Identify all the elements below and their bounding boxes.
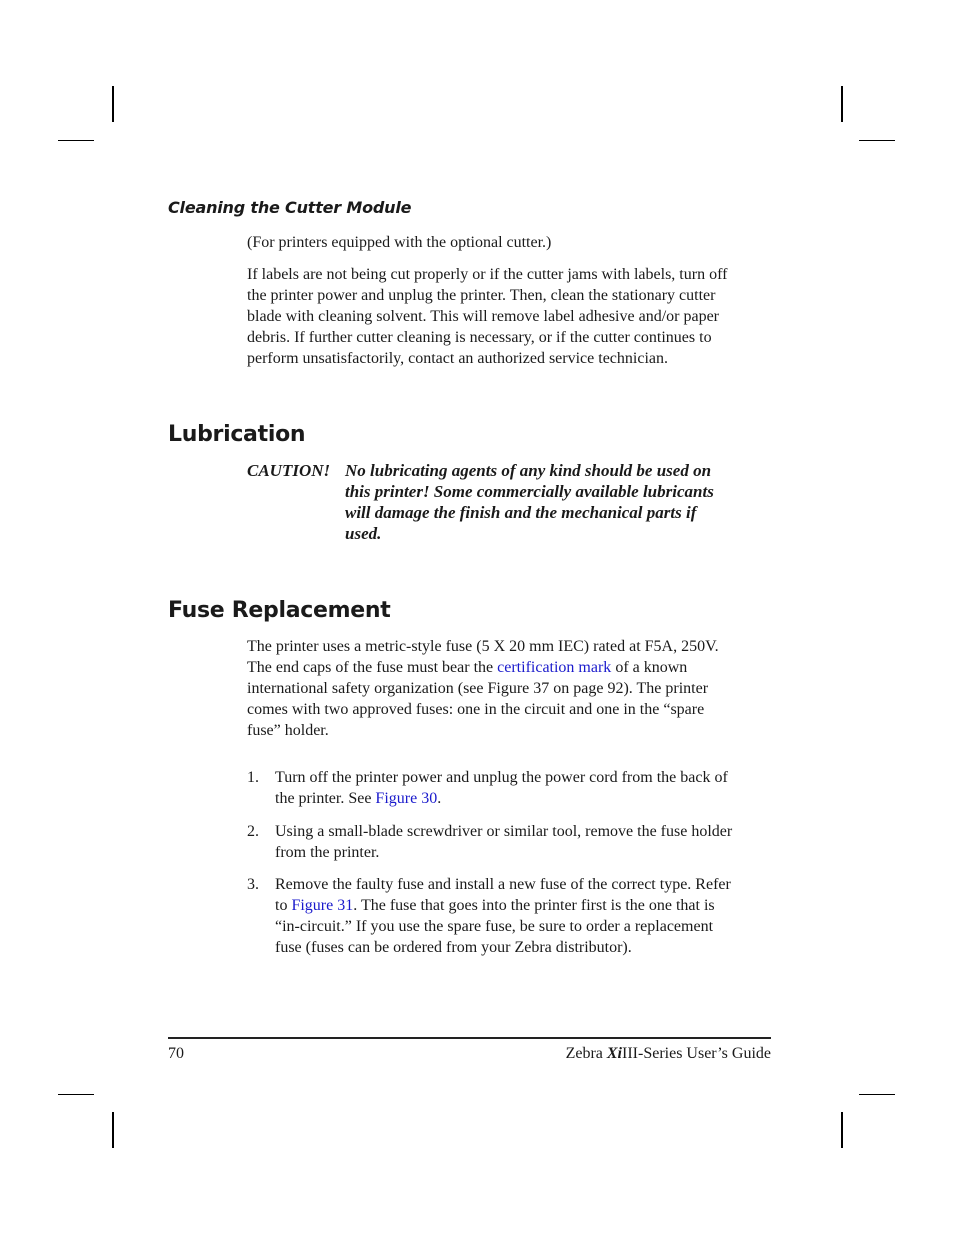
text-line: will damage the finish and the mechanical parts if bbox=[345, 503, 697, 522]
text-line bbox=[247, 657, 777, 678]
text-line bbox=[275, 895, 775, 916]
section-heading-fuse: Fuse Replacement bbox=[168, 598, 391, 623]
crop-mark bbox=[841, 1112, 843, 1148]
text-segment: to bbox=[275, 897, 292, 914]
crop-mark bbox=[841, 86, 843, 122]
step-number: 1. bbox=[247, 769, 259, 786]
certification-mark-link[interactable]: certification mark bbox=[497, 659, 612, 676]
text-segment: of a known bbox=[611, 659, 688, 676]
figure-31-link[interactable]: Figure 31 bbox=[291, 897, 354, 914]
text-segment: III-Series User’s Guide bbox=[622, 1045, 771, 1062]
crop-mark bbox=[58, 140, 94, 141]
text-line: No lubricating agents of any kind should be used on bbox=[345, 461, 712, 480]
text-line: The printer uses a metric-style fuse (5 X 20 mm IEC) rated at F5A, 250V. bbox=[247, 638, 719, 655]
crop-mark bbox=[58, 1094, 94, 1095]
text-line: comes with two approved fuses: one in the circuit and one in the “spare bbox=[247, 701, 705, 718]
brand-name: Xi bbox=[606, 1045, 622, 1062]
step-text bbox=[275, 767, 775, 809]
crop-mark bbox=[859, 1094, 895, 1095]
text-line: Using a small-blade screwdriver or similar tool, remove the fuse holder bbox=[275, 823, 733, 840]
text-line: used. bbox=[345, 524, 382, 543]
text-line: perform unsatisfactorily, contact an authorized service technician. bbox=[247, 350, 668, 367]
section-subheading: Cleaning the Cutter Module bbox=[168, 198, 412, 217]
text-segment: Zebra bbox=[565, 1045, 607, 1062]
step-number: 3. bbox=[247, 876, 259, 893]
text-line: “in-circuit.” If you use the spare fuse, be sure to order a replacement bbox=[275, 918, 714, 935]
text-line: international safety organization (see Figure 37 on page 92). The printer bbox=[247, 680, 709, 697]
section-heading-lubrication: Lubrication bbox=[168, 422, 306, 447]
text-line bbox=[275, 788, 775, 809]
step-number: 2. bbox=[247, 823, 259, 840]
step-text bbox=[275, 874, 775, 958]
text-line: this printer! Some commercially available lubricants bbox=[345, 482, 714, 501]
text-line: fuse” holder. bbox=[247, 722, 329, 739]
text-line: from the printer. bbox=[275, 844, 380, 861]
text-line: If labels are not being cut properly or if the cutter jams with labels, turn off bbox=[247, 266, 728, 283]
cutter-paragraph bbox=[247, 264, 777, 369]
text-segment: . The fuse that goes into the printer first is the one that is bbox=[353, 897, 715, 914]
crop-mark bbox=[859, 140, 895, 141]
text-line: fuse (fuses can be ordered from your Zebra distributor). bbox=[275, 939, 632, 956]
figure-30-link[interactable]: Figure 30 bbox=[375, 790, 438, 807]
caution-text bbox=[345, 460, 775, 544]
text-segment: the printer. See bbox=[275, 790, 376, 807]
text-segment: The end caps of the fuse must bear the bbox=[247, 659, 498, 676]
cutter-note: (For printers equipped with the optional cutter.) bbox=[247, 234, 552, 251]
crop-mark bbox=[112, 86, 114, 122]
text-line: blade with cleaning solvent. This will remove label adhesive and/or paper bbox=[247, 308, 720, 325]
text-line: the printer power and unplug the printer. Then, clean the stationary cutter bbox=[247, 287, 716, 304]
guide-title bbox=[566, 1045, 771, 1063]
caution-label: CAUTION! bbox=[247, 461, 331, 480]
text-line: Remove the faulty fuse and install a new fuse of the correct type. Refer bbox=[275, 876, 731, 893]
footer-rule bbox=[168, 1037, 771, 1039]
text-segment: . bbox=[437, 790, 442, 807]
text-line: debris. If further cutter cleaning is necessary, or if the cutter continues to bbox=[247, 329, 712, 346]
step-text bbox=[275, 821, 775, 863]
crop-mark bbox=[112, 1112, 114, 1148]
fuse-intro-paragraph bbox=[247, 636, 777, 741]
page-number: 70 bbox=[168, 1045, 184, 1062]
text-line: Turn off the printer power and unplug the power cord from the back of bbox=[275, 769, 728, 786]
